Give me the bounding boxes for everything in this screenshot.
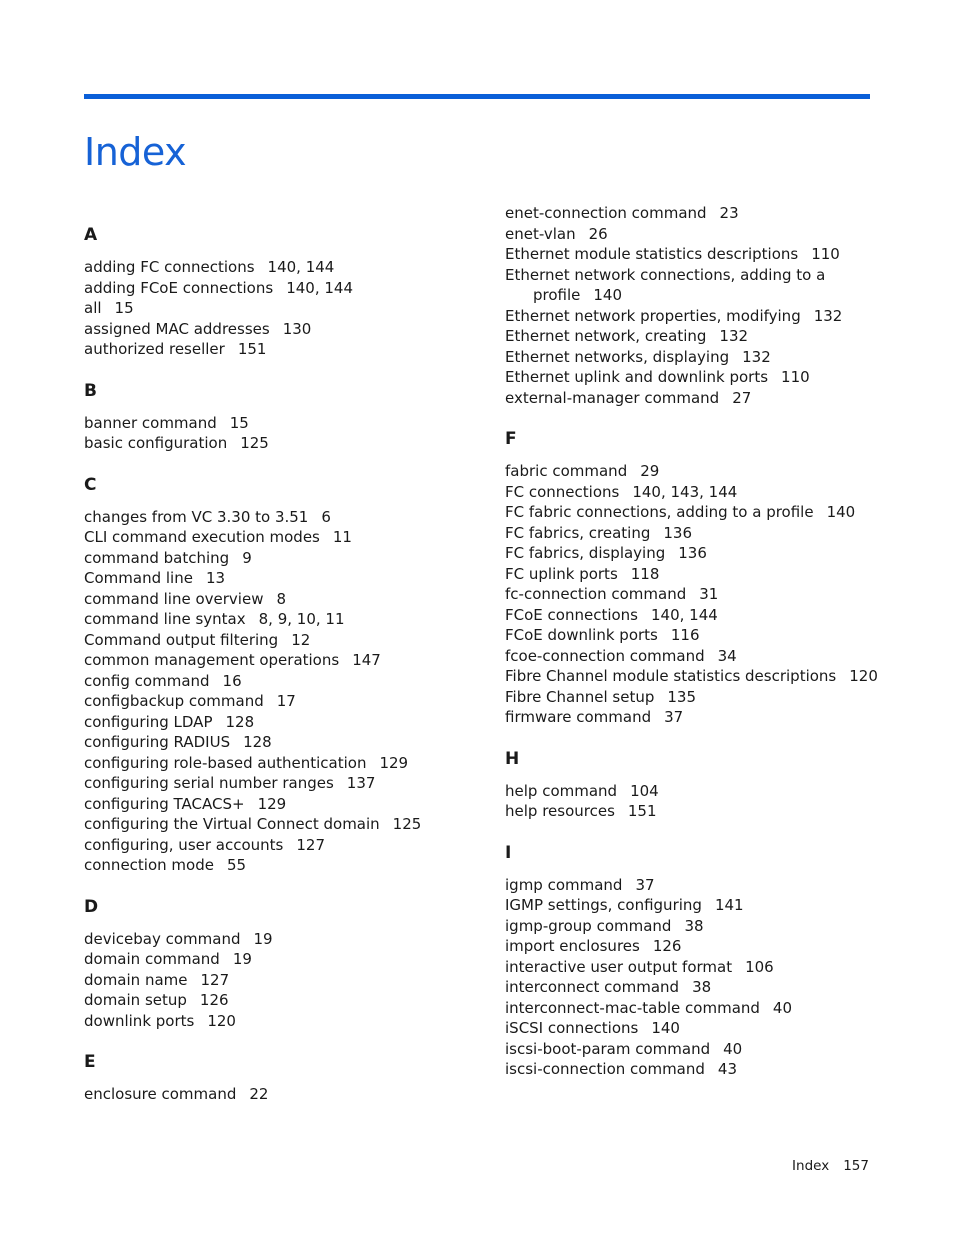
- index-term: basic configuration: [84, 434, 228, 452]
- index-term: common management operations: [84, 651, 340, 669]
- index-pages: 141: [714, 896, 744, 914]
- index-pages: 137: [346, 774, 376, 792]
- index-letter-heading: I: [505, 842, 512, 863]
- index-term: enet-vlan: [505, 224, 576, 243]
- index-term: adding FC connections: [84, 258, 255, 276]
- index-term: external-manager command: [505, 388, 720, 407]
- index-term: enet-connection command: [505, 204, 707, 222]
- index-entry: [84, 319, 484, 340]
- index-entry: [505, 523, 905, 544]
- index-entry: [505, 388, 905, 409]
- index-entry: [84, 650, 484, 671]
- index-pages: 125: [392, 815, 422, 833]
- index-entry: [84, 855, 484, 876]
- index-pages: 12: [291, 630, 311, 649]
- index-entry: [505, 936, 905, 957]
- index-pages: 118: [630, 564, 660, 583]
- index-pages: 37: [664, 708, 684, 726]
- footer-label: Index: [792, 1158, 830, 1174]
- index-term: changes from VC 3.30 to 3.51: [84, 507, 309, 526]
- index-entry: [505, 646, 905, 667]
- index-pages: 140: [593, 286, 623, 304]
- index-entry: [505, 1039, 905, 1060]
- index-term: domain command: [84, 950, 220, 968]
- index-term: Ethernet uplink and downlink ports: [505, 368, 769, 386]
- index-entry: [84, 433, 484, 454]
- index-term: command line overview: [84, 589, 264, 608]
- index-term: Ethernet networks, displaying: [505, 347, 730, 366]
- index-term-continuation: profile: [533, 286, 581, 304]
- index-pages: 132: [813, 306, 843, 325]
- index-pages: 29: [640, 462, 660, 480]
- index-entry: [505, 781, 905, 802]
- index-entry: [84, 278, 484, 299]
- index-pages: 9: [242, 548, 252, 567]
- index-term: configuring serial number ranges: [84, 774, 334, 792]
- index-letter-heading: D: [84, 896, 99, 917]
- index-column-right: [505, 203, 905, 1080]
- index-pages: 140: [826, 503, 856, 521]
- index-term: Command output filtering: [84, 630, 279, 649]
- index-entry: [84, 794, 484, 815]
- index-pages: 40: [723, 1039, 743, 1058]
- index-entry: [84, 773, 484, 794]
- index-term: help resources: [505, 802, 615, 820]
- index-pages: 13: [205, 569, 226, 587]
- index-entry: [505, 461, 905, 482]
- index-pages: 127: [296, 835, 326, 854]
- index-pages: 140, 144: [651, 605, 718, 624]
- index-term: Fibre Channel module statistics descriptions: [505, 667, 837, 685]
- index-pages: 129: [257, 794, 287, 813]
- index-entry: [84, 990, 484, 1011]
- index-entry: [84, 568, 484, 589]
- index-pages: 120: [849, 667, 878, 685]
- index-term: authorized reseller: [84, 340, 225, 358]
- index-pages: 38: [684, 916, 704, 935]
- index-term: Command line: [84, 569, 193, 587]
- index-entry: [505, 801, 905, 822]
- index-pages: 110: [781, 368, 810, 386]
- index-pages: 27: [732, 388, 752, 407]
- index-letter-heading: F: [505, 429, 517, 449]
- index-entry: [505, 326, 905, 347]
- index-pages: 128: [225, 712, 255, 731]
- index-entry: [505, 605, 905, 626]
- index-entry: [84, 630, 484, 651]
- index-entry: [84, 339, 484, 360]
- index-pages: 127: [200, 970, 230, 989]
- index-term: connection mode: [84, 856, 214, 874]
- index-term: configuring, user accounts: [84, 835, 284, 854]
- index-term: Fibre Channel setup: [505, 687, 655, 706]
- index-entry: [84, 413, 484, 434]
- index-pages: 140, 143, 144: [632, 482, 738, 501]
- page-title: Index: [84, 130, 187, 175]
- index-entry: [505, 564, 905, 585]
- index-pages: 128: [243, 733, 272, 751]
- index-pages: 19: [232, 950, 252, 968]
- index-entry: [84, 753, 484, 774]
- index-pages: 130: [282, 319, 312, 338]
- index-entry: [505, 687, 905, 708]
- index-pages: 15: [114, 299, 134, 317]
- index-entry: [84, 589, 484, 610]
- index-pages: 17: [276, 692, 296, 710]
- index-term: configuring role-based authentication: [84, 753, 367, 772]
- index-term: command batching: [84, 548, 230, 567]
- index-term: configuring the Virtual Connect domain: [84, 815, 380, 833]
- index-term: fabric command: [505, 462, 628, 480]
- index-pages: 15: [229, 413, 249, 432]
- index-column-left: [84, 224, 484, 1105]
- index-term: assigned MAC addresses: [84, 319, 270, 338]
- page-number: 157: [843, 1158, 869, 1174]
- index-entry: [505, 666, 905, 687]
- index-term: interconnect-mac-table command: [505, 998, 760, 1017]
- index-entry: [505, 543, 905, 564]
- index-entry: [505, 998, 905, 1019]
- index-term: Ethernet network properties, modifying: [505, 306, 801, 325]
- index-entry: [505, 1018, 905, 1039]
- index-entry: [505, 977, 905, 998]
- index-pages: 126: [652, 937, 682, 955]
- index-entry: [505, 203, 905, 224]
- index-entry: [505, 244, 905, 265]
- index-term: configuring RADIUS: [84, 733, 231, 751]
- index-term: FCoE connections: [505, 605, 638, 624]
- index-entry: [505, 224, 905, 245]
- index-pages: 120: [207, 1011, 236, 1030]
- index-entry: [84, 814, 484, 835]
- index-term: Ethernet network connections, adding to a: [505, 265, 826, 284]
- index-term: downlink ports: [84, 1011, 195, 1030]
- index-term: configuring TACACS+: [84, 794, 245, 813]
- index-pages: 43: [717, 1060, 738, 1078]
- index-entry: [505, 707, 905, 728]
- index-entry: [84, 548, 484, 569]
- index-term: CLI command execution modes: [84, 528, 320, 546]
- index-term: IGMP settings, configuring: [505, 896, 702, 914]
- index-pages: 136: [678, 544, 707, 562]
- index-entry: [505, 482, 905, 503]
- index-entry: [84, 691, 484, 712]
- index-letter-heading: A: [84, 225, 98, 245]
- index-term: all: [84, 299, 102, 317]
- index-entry: [505, 1059, 905, 1080]
- index-entry: [84, 298, 484, 319]
- index-term: domain name: [84, 970, 188, 989]
- index-pages: 55: [226, 856, 247, 874]
- index-pages: 106: [745, 957, 774, 976]
- header-rule: [84, 94, 870, 99]
- index-term: FC fabrics, creating: [505, 523, 651, 542]
- index-entry: [505, 584, 905, 605]
- index-entry: [84, 609, 484, 630]
- index-term: enclosure command: [84, 1085, 237, 1103]
- index-pages: 140: [651, 1019, 680, 1037]
- index-entry: [84, 929, 484, 950]
- index-term: banner command: [84, 413, 217, 432]
- index-pages: 16: [222, 671, 242, 690]
- index-letter-heading: H: [505, 748, 520, 769]
- index-term: iscsi-connection command: [505, 1060, 705, 1078]
- index-pages: 110: [811, 245, 840, 263]
- index-term: igmp command: [505, 875, 623, 894]
- index-entry: [505, 625, 905, 646]
- index-pages: 151: [627, 802, 657, 820]
- index-pages: 8: [276, 589, 287, 608]
- index-entry: [84, 1084, 484, 1105]
- index-entry: [505, 306, 905, 327]
- index-pages: 125: [240, 434, 269, 452]
- index-pages: 116: [670, 626, 700, 644]
- index-term: interactive user output format: [505, 957, 733, 976]
- index-entry: [84, 1011, 484, 1032]
- index-pages: 140, 144: [286, 278, 353, 297]
- index-entry: [505, 502, 905, 523]
- index-pages: 11: [332, 528, 352, 546]
- index-term: configbackup command: [84, 692, 264, 710]
- index-pages: 126: [199, 991, 229, 1009]
- index-term: fc-connection command: [505, 585, 687, 603]
- index-term: domain setup: [84, 991, 187, 1009]
- index-pages: 26: [588, 224, 608, 243]
- index-term: Ethernet module statistics descriptions: [505, 245, 799, 263]
- index-pages: 147: [352, 651, 381, 669]
- index-pages: 140, 144: [267, 258, 335, 276]
- index-term: igmp-group command: [505, 916, 672, 935]
- index-entry: [84, 671, 484, 692]
- index-pages: 129: [379, 753, 409, 772]
- index-term: FC fabric connections, adding to a profile: [505, 503, 814, 521]
- index-pages: 8, 9, 10, 11: [258, 610, 345, 628]
- index-letter-heading: C: [84, 474, 97, 495]
- index-term: fcoe-connection command: [505, 646, 705, 665]
- index-term: iSCSI connections: [505, 1019, 639, 1037]
- index-pages: 31: [699, 585, 719, 603]
- index-entry: [84, 507, 484, 528]
- index-pages: 135: [667, 687, 697, 706]
- index-entry: [84, 257, 484, 278]
- index-entry: [84, 712, 484, 733]
- index-term: import enclosures: [505, 937, 640, 955]
- page-footer: [792, 1158, 869, 1174]
- index-term: devicebay command: [84, 929, 241, 948]
- index-pages: 136: [663, 523, 693, 542]
- index-pages: 23: [719, 204, 739, 222]
- index-term: adding FCoE connections: [84, 278, 274, 297]
- index-pages: 19: [253, 929, 273, 948]
- index-pages: 40: [772, 998, 793, 1017]
- index-pages: 104: [630, 781, 659, 800]
- index-entry: [505, 367, 905, 388]
- index-term: FCoE downlink ports: [505, 626, 658, 644]
- index-entry: [84, 732, 484, 753]
- index-term: configuring LDAP: [84, 712, 213, 731]
- index-entry: [505, 916, 905, 937]
- index-term: FC connections: [505, 482, 620, 501]
- index-entry: [84, 949, 484, 970]
- index-pages: 38: [692, 978, 712, 996]
- index-pages: 34: [717, 646, 737, 665]
- index-entry: [505, 895, 905, 916]
- index-entry: [505, 957, 905, 978]
- index-term: help command: [505, 781, 618, 800]
- index-term: command line syntax: [84, 610, 246, 628]
- index-term: config command: [84, 671, 210, 690]
- index-pages: 132: [742, 347, 771, 366]
- index-letter-heading: E: [84, 1052, 96, 1072]
- index-term: FC uplink ports: [505, 564, 618, 583]
- index-pages: 22: [249, 1085, 269, 1103]
- index-entry: [84, 970, 484, 991]
- index-term: firmware command: [505, 708, 652, 726]
- index-pages: 132: [719, 327, 749, 345]
- index-term: interconnect command: [505, 978, 680, 996]
- index-pages: 151: [237, 340, 267, 358]
- index-entry: [505, 265, 905, 306]
- index-term: FC fabrics, displaying: [505, 544, 666, 562]
- index-term: Ethernet network, creating: [505, 327, 707, 345]
- index-entry: [84, 835, 484, 856]
- index-term: iscsi-boot-param command: [505, 1039, 711, 1058]
- index-letter-heading: B: [84, 380, 97, 401]
- index-entry: [505, 347, 905, 368]
- index-pages: 37: [635, 875, 655, 894]
- index-pages: 6: [321, 507, 331, 526]
- index-entry: [84, 527, 484, 548]
- index-entry: [505, 875, 905, 896]
